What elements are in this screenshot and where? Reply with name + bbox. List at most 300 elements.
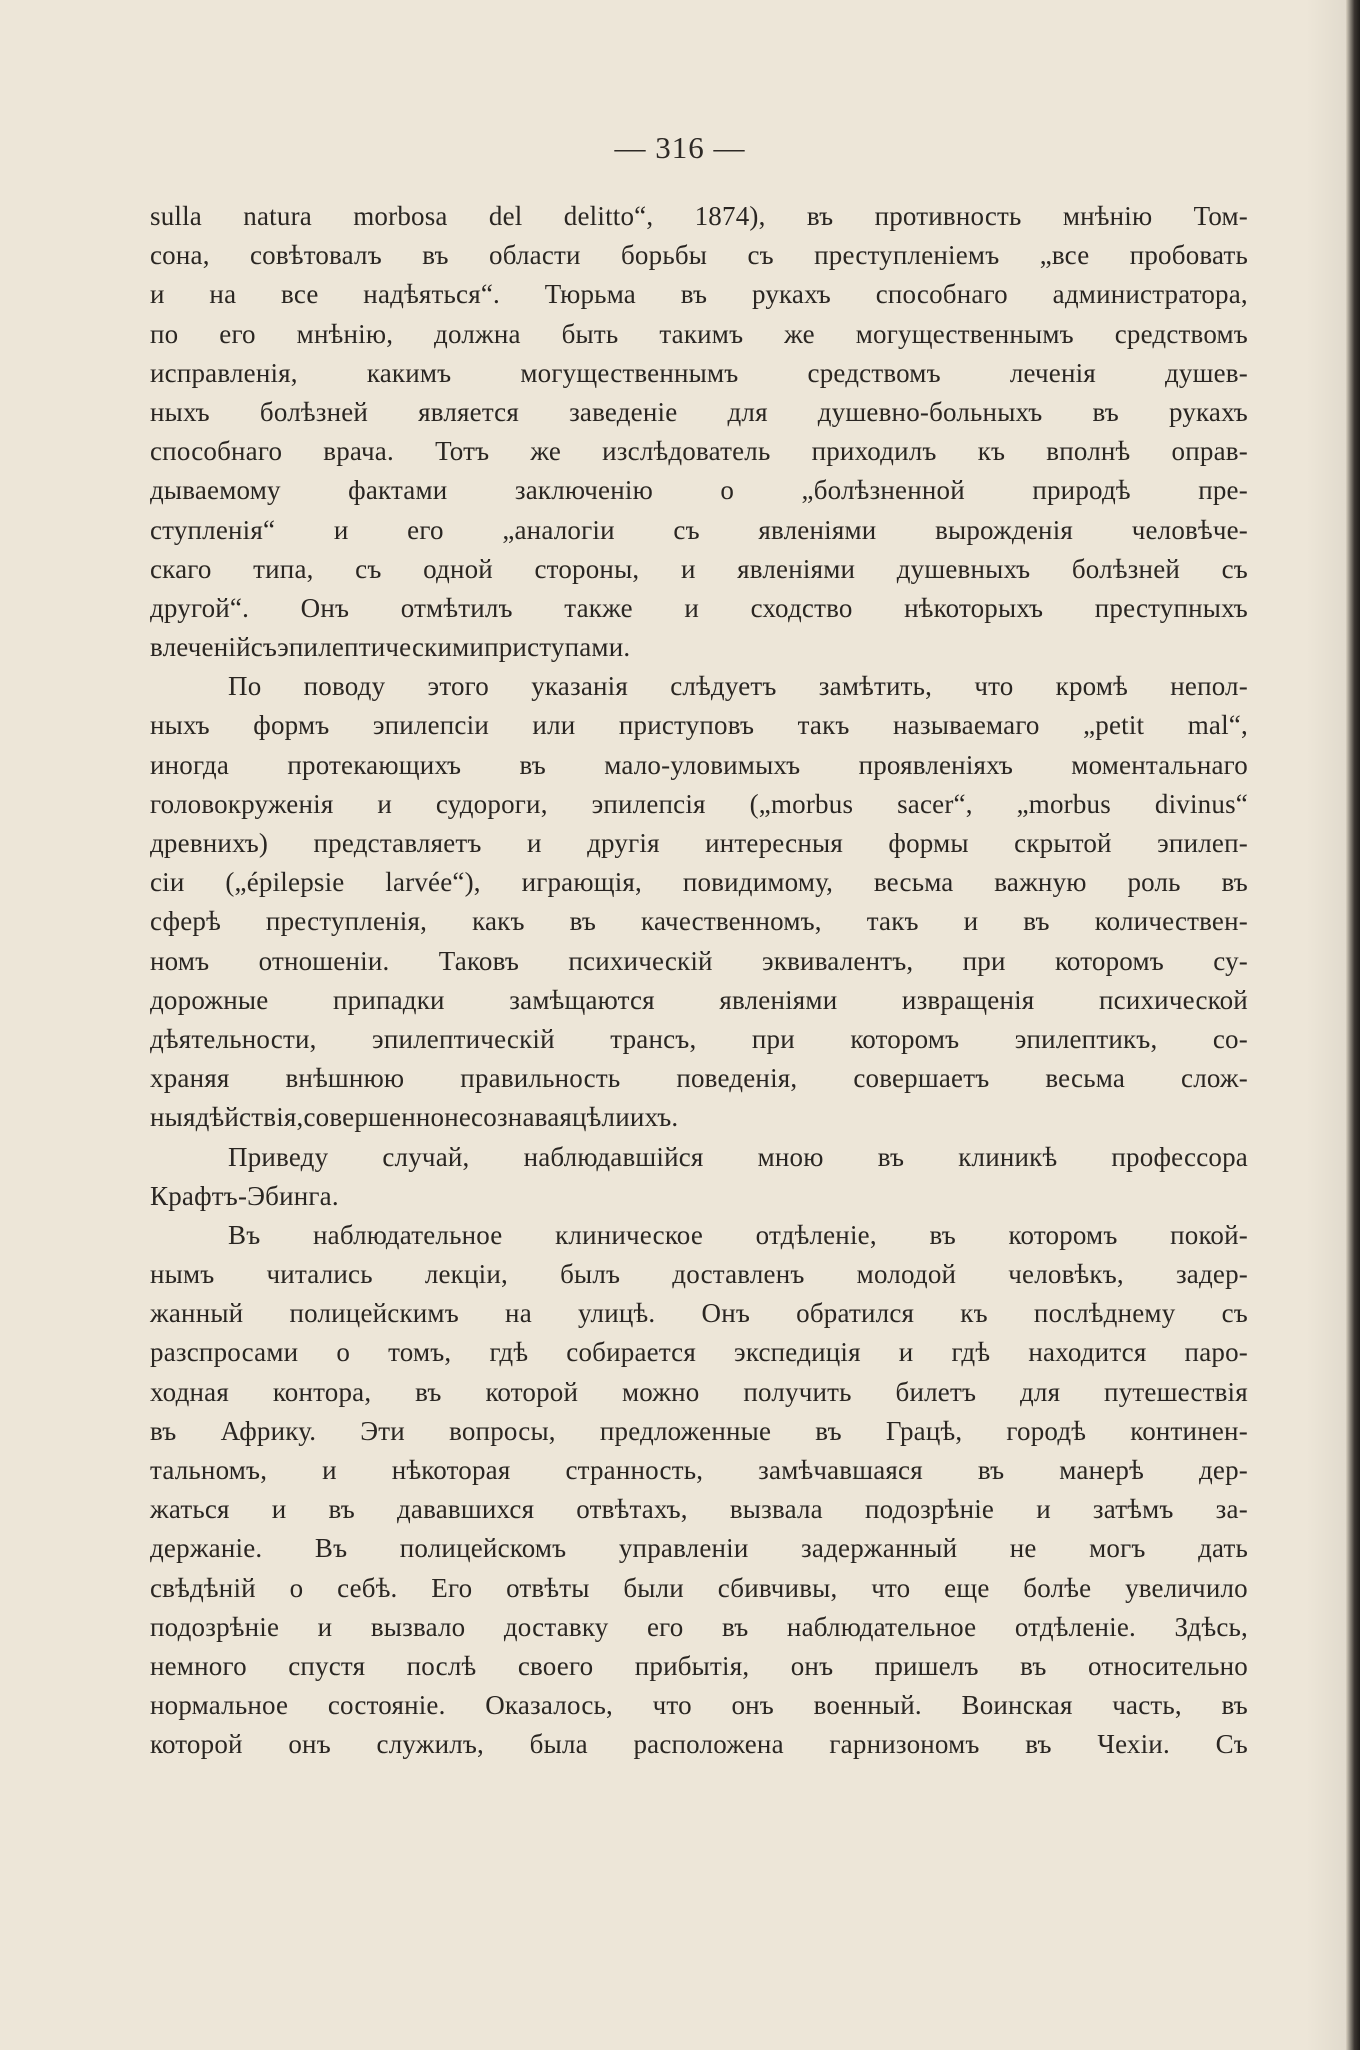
word: же — [784, 318, 815, 349]
word: и — [680, 553, 696, 584]
word: и — [377, 788, 393, 819]
word: одной — [423, 553, 493, 584]
word: внѣшнюю — [285, 1063, 405, 1094]
word: сона, — [150, 240, 210, 271]
word: преступленіемъ — [814, 240, 1000, 271]
word: формъ — [253, 710, 330, 741]
text-line — [150, 1255, 1248, 1294]
word: формы — [888, 828, 969, 858]
text-line — [150, 1529, 1248, 1568]
page-shadow — [1306, 0, 1346, 2050]
word: былъ — [560, 1259, 621, 1290]
text-line — [150, 942, 1248, 981]
word: задер- — [1175, 1259, 1248, 1290]
word: также — [564, 592, 633, 623]
word: мало-уловимыхъ — [604, 749, 801, 780]
word: не — [1009, 1533, 1037, 1564]
word: совершенно — [303, 1102, 445, 1133]
word: можно — [621, 1376, 700, 1407]
word: съ — [673, 514, 700, 545]
word: полицейскомъ — [399, 1533, 567, 1564]
word: были — [623, 1572, 684, 1603]
word: лекціи, — [424, 1259, 508, 1290]
word: съ — [250, 632, 278, 663]
word: способнаго — [150, 436, 283, 467]
word: скрытой — [1014, 828, 1112, 858]
word: врача. — [323, 436, 394, 467]
word: въ — [680, 279, 708, 310]
word: держаніе. — [150, 1533, 263, 1564]
text-line — [150, 785, 1248, 824]
word: 1874), — [694, 201, 766, 231]
word: и — [150, 279, 165, 310]
word: и — [963, 906, 979, 937]
word: сходство — [750, 592, 853, 623]
word: типа, — [253, 553, 314, 584]
word: иногда — [150, 749, 230, 780]
word: пришелъ — [874, 1650, 979, 1681]
word: сбивчивы, — [717, 1572, 838, 1603]
word: отвѣты — [506, 1572, 590, 1603]
word: что — [652, 1690, 692, 1721]
word: была — [529, 1729, 588, 1760]
word: въ — [1025, 1729, 1052, 1760]
word: какъ — [472, 906, 525, 937]
word: эпилепсія — [591, 788, 706, 819]
word: ходная — [150, 1376, 229, 1407]
word: эпилептическій — [372, 1023, 555, 1054]
word: не — [444, 1102, 472, 1133]
word: явленіями — [737, 553, 856, 584]
word: мнѣнію — [1062, 201, 1153, 231]
word: что — [974, 671, 1014, 702]
word: психической — [1098, 984, 1248, 1015]
word: предложенные — [599, 1415, 772, 1446]
word: По — [228, 671, 262, 702]
word: борьбы — [620, 240, 708, 271]
word: эпилептикъ, — [1014, 1023, 1158, 1054]
word: противность — [874, 201, 1022, 231]
word: въ — [815, 1415, 842, 1446]
text-line — [150, 1020, 1248, 1059]
word: человѣче- — [1131, 514, 1248, 545]
word: гдѣ — [489, 1337, 529, 1368]
word: наблюдательное — [786, 1611, 977, 1642]
text-line — [150, 1098, 1248, 1137]
word: улицѣ. — [578, 1298, 656, 1329]
word: „petit — [1083, 710, 1145, 741]
word: паро- — [1184, 1337, 1248, 1368]
text-line — [150, 236, 1248, 275]
word: („épilepsie — [225, 867, 345, 898]
word: и — [898, 1337, 914, 1368]
word: фактами — [348, 475, 448, 506]
word: доставку — [503, 1611, 609, 1642]
word: для — [1019, 1376, 1061, 1407]
word: вырожденія — [935, 514, 1074, 545]
text-line — [150, 1294, 1248, 1333]
word: городѣ — [1006, 1415, 1087, 1446]
text-line — [150, 824, 1248, 863]
word: нымъ — [150, 1259, 215, 1290]
word: замѣтить, — [818, 671, 933, 702]
text-line — [150, 197, 1248, 236]
word: пробовать — [1129, 240, 1248, 271]
word: должна — [434, 318, 521, 349]
word: экспедиція — [734, 1337, 861, 1368]
word: какимъ — [366, 357, 452, 388]
text-line — [150, 1725, 1248, 1764]
word: и — [271, 1494, 287, 1525]
word: поведенія, — [676, 1063, 798, 1094]
word: larvée“), — [385, 867, 481, 898]
word: онъ — [731, 1690, 774, 1721]
word: въ — [415, 1376, 442, 1407]
word: отдѣленіе. — [1014, 1611, 1136, 1642]
word: влеченій — [150, 632, 251, 663]
word: о — [720, 475, 735, 506]
word: другія — [587, 828, 660, 858]
word: играющія, — [521, 867, 643, 898]
word: и — [684, 592, 699, 623]
text-line — [150, 981, 1248, 1020]
word: поводу — [303, 671, 386, 702]
word: его — [219, 318, 256, 349]
word: которомъ — [1008, 1219, 1118, 1250]
word: Крафтъ-Эбинга. — [150, 1180, 339, 1211]
word: о — [336, 1337, 351, 1368]
word: интересныя — [705, 828, 843, 858]
word: мною — [757, 1141, 824, 1172]
word: болѣзней — [1071, 553, 1181, 584]
word: отмѣтилъ — [400, 592, 513, 623]
word: подозрѣніе — [150, 1611, 280, 1642]
word: по — [150, 318, 179, 349]
word: въ — [328, 1494, 355, 1525]
word: сферѣ — [150, 906, 221, 937]
word: что — [871, 1572, 911, 1603]
word: sacer“, — [897, 788, 973, 819]
word: мнѣнію, — [296, 318, 394, 349]
word: преступныхъ — [1094, 592, 1248, 623]
word: въ — [806, 201, 834, 231]
word: администратора, — [1052, 279, 1248, 310]
word: послѣднему — [1033, 1298, 1176, 1329]
word: себѣ. — [337, 1572, 398, 1603]
text-line — [150, 511, 1248, 550]
word: Оказалось, — [485, 1690, 613, 1721]
text-line — [150, 550, 1248, 589]
word: совѣтовалъ — [250, 240, 382, 271]
word: приступовъ — [618, 710, 755, 741]
word: и — [527, 828, 542, 858]
text-line — [150, 1451, 1248, 1490]
word: онъ — [288, 1729, 331, 1760]
word: morbosa — [353, 201, 448, 231]
word: и — [322, 1455, 337, 1485]
text-line — [150, 1647, 1248, 1686]
word: дать — [1198, 1533, 1248, 1564]
text-line — [150, 1059, 1248, 1098]
word: ступленія“ — [150, 514, 276, 545]
word: подозрѣніе — [864, 1494, 995, 1525]
word: оправ- — [1171, 436, 1248, 467]
text-line — [150, 1333, 1248, 1372]
word: доставленъ — [672, 1259, 805, 1290]
word: нѣкоторыхъ — [904, 592, 1044, 623]
word: „аналогіи — [502, 514, 615, 545]
word: Грацѣ, — [885, 1415, 963, 1446]
word: вызвало — [370, 1611, 466, 1642]
word: въ — [1023, 906, 1050, 937]
word: моментальнаго — [1071, 749, 1248, 780]
word: послѣ — [406, 1650, 477, 1681]
word: служилъ, — [376, 1729, 485, 1760]
word: древнихъ) — [150, 828, 269, 858]
word: которой — [150, 1729, 243, 1760]
text-line — [150, 432, 1248, 471]
word: сознавая — [471, 1102, 573, 1133]
text-line — [150, 1138, 1248, 1177]
word: дорожные — [150, 984, 269, 1015]
word: при — [962, 945, 1006, 976]
word: эпилепсіи — [372, 710, 489, 741]
word: и — [1036, 1494, 1051, 1525]
word: Воинская — [961, 1690, 1073, 1721]
word: за- — [1215, 1494, 1248, 1525]
word: рукахъ — [751, 279, 831, 310]
word: молодой — [856, 1259, 957, 1290]
word: континен- — [1130, 1415, 1248, 1446]
word: относительно — [1088, 1650, 1248, 1681]
word: эпилеп- — [1157, 828, 1248, 858]
word: дѣйствія, — [195, 1102, 304, 1133]
word: изслѣдователь — [602, 436, 771, 467]
word: Его — [431, 1572, 473, 1603]
body-text — [150, 197, 1248, 1765]
word: sulla — [150, 201, 202, 231]
word: такъ — [866, 906, 919, 937]
word: области — [489, 240, 581, 271]
text-line — [150, 1412, 1248, 1451]
word: и — [333, 514, 349, 545]
word: въ — [1221, 1690, 1248, 1721]
text-line — [150, 706, 1248, 745]
word: въ — [929, 1219, 956, 1250]
word: („morbus — [749, 788, 854, 819]
word: Приведу — [228, 1141, 329, 1172]
word: получить — [743, 1376, 852, 1407]
word: средствомъ — [807, 357, 941, 388]
page-number: — 316 — — [614, 130, 746, 165]
word: пре- — [1198, 475, 1248, 506]
word: клиническое — [555, 1219, 704, 1250]
word: слѣдуетъ — [670, 671, 777, 702]
word: дававшихся — [397, 1494, 535, 1525]
word: эпилептическими — [277, 632, 485, 663]
word: нормальное — [150, 1690, 289, 1721]
word: протекающихъ — [287, 749, 462, 780]
word: для — [727, 396, 768, 427]
word: тальномъ, — [150, 1455, 268, 1485]
word: все — [281, 279, 319, 310]
word: припадки — [332, 984, 445, 1015]
word: путешествія — [1104, 1376, 1248, 1407]
word: качественномъ, — [641, 906, 822, 937]
word: delitto“, — [563, 201, 654, 231]
word: явленіями — [719, 984, 838, 1015]
word: эквивалентъ, — [762, 945, 914, 976]
word: Африку. — [220, 1415, 317, 1446]
text-line — [150, 1177, 1248, 1216]
word: Въ — [228, 1219, 261, 1250]
word: другой“. — [150, 592, 250, 623]
word: на — [209, 279, 237, 310]
word: Съ — [1215, 1729, 1248, 1760]
text-line — [150, 393, 1248, 432]
word: трансъ, — [610, 1023, 697, 1054]
word: надѣяться“. — [363, 279, 500, 310]
word: такимъ — [659, 318, 744, 349]
word: человѣкъ, — [1008, 1259, 1124, 1290]
text-line — [150, 667, 1248, 706]
word: психическій — [568, 945, 713, 976]
word: съ — [355, 553, 382, 584]
word: манерѣ — [1059, 1455, 1144, 1485]
word: преступленія, — [265, 906, 428, 937]
word: еще — [944, 1572, 990, 1603]
word: приходилъ — [811, 436, 937, 467]
word: съ — [747, 240, 774, 271]
word: леченія — [1009, 357, 1096, 388]
word: важную — [994, 867, 1087, 898]
word: средствомъ — [1114, 318, 1248, 349]
word: случай, — [382, 1141, 470, 1172]
word: приступами. — [484, 632, 631, 663]
word: въ — [519, 749, 546, 780]
word: которой — [485, 1376, 579, 1407]
word: скаго — [150, 553, 212, 584]
word: отвѣтахъ, — [576, 1494, 688, 1525]
word: находится — [1028, 1337, 1147, 1368]
word: съ — [1221, 1298, 1248, 1329]
page-edge — [1346, 0, 1360, 2050]
word: онъ — [790, 1650, 834, 1681]
word: военный. — [813, 1690, 922, 1721]
word: прибытія, — [634, 1650, 750, 1681]
word: въ — [1221, 867, 1248, 898]
word: повидимому, — [682, 867, 834, 898]
word: странность, — [565, 1455, 704, 1485]
word: жанный — [150, 1298, 244, 1329]
word: болѣзней — [259, 396, 369, 427]
word: болѣе — [1023, 1572, 1092, 1603]
word: въ — [1020, 1650, 1047, 1681]
word: нѣкоторая — [391, 1455, 511, 1485]
word: цѣли — [572, 1102, 630, 1133]
word: съ — [1221, 553, 1248, 584]
word: является — [418, 396, 519, 427]
word: покой- — [1170, 1219, 1248, 1250]
word: жаться — [150, 1494, 230, 1525]
word: ныхъ — [150, 710, 210, 741]
word: Таковъ — [438, 945, 520, 976]
word: ныхъ — [150, 396, 210, 427]
word: Том- — [1193, 201, 1248, 231]
word: вопросы, — [449, 1415, 556, 1446]
word: непол- — [1170, 671, 1248, 702]
word: на — [505, 1298, 532, 1329]
text-line — [150, 902, 1248, 941]
word: отношеніи. — [258, 945, 390, 976]
word: такъ — [797, 710, 850, 741]
word: вызвала — [729, 1494, 823, 1525]
word: затѣмъ — [1092, 1494, 1174, 1525]
word: профессора — [1111, 1141, 1248, 1172]
word: „morbus — [1016, 788, 1111, 819]
word: въ — [977, 1455, 1005, 1485]
word: ихъ. — [629, 1102, 679, 1133]
word: часть, — [1112, 1690, 1182, 1721]
word: су- — [1213, 945, 1248, 976]
word: разспросами — [150, 1337, 299, 1368]
word: исправленія, — [150, 357, 298, 388]
text-line — [150, 471, 1248, 510]
text-line — [150, 275, 1248, 314]
word: къ — [960, 1298, 988, 1329]
word: управленіи — [618, 1533, 749, 1564]
word: со- — [1212, 1023, 1248, 1054]
word: задержанный — [801, 1533, 958, 1564]
word: читались — [266, 1259, 373, 1290]
word: mal“, — [1187, 710, 1248, 741]
word: же — [530, 436, 562, 467]
word: которомъ — [1054, 945, 1164, 976]
word: увеличило — [1125, 1572, 1248, 1603]
word: при — [751, 1023, 795, 1054]
word: дѣятельности, — [150, 1023, 317, 1054]
word: расположена — [633, 1729, 784, 1760]
word: наблюдательное — [313, 1219, 503, 1250]
text-line — [150, 1686, 1248, 1725]
word: правильность — [460, 1063, 621, 1094]
word: обратился — [796, 1298, 915, 1329]
word: представляетъ — [313, 828, 482, 858]
word: о — [289, 1572, 304, 1603]
word: роль — [1127, 867, 1181, 898]
word: Въ — [314, 1533, 348, 1564]
word: явленіями — [758, 514, 877, 545]
word: отдѣленіе, — [755, 1219, 877, 1250]
word: сіи — [150, 867, 185, 898]
word: въ — [721, 1611, 749, 1642]
word: контора, — [272, 1376, 372, 1407]
word: къ — [977, 436, 1006, 467]
word: гдѣ — [951, 1337, 991, 1368]
text-line — [150, 1569, 1248, 1608]
text-line — [150, 1373, 1248, 1412]
text-line — [150, 863, 1248, 902]
word: въ — [569, 906, 597, 937]
word: быть — [561, 318, 619, 349]
word: „все — [1039, 240, 1090, 271]
text-line — [150, 628, 1248, 667]
text-line — [150, 1608, 1248, 1647]
word: замѣщаются — [509, 984, 655, 1015]
word: и — [317, 1611, 333, 1642]
word: въ — [1092, 396, 1119, 427]
word: полицейскимъ — [289, 1298, 459, 1329]
